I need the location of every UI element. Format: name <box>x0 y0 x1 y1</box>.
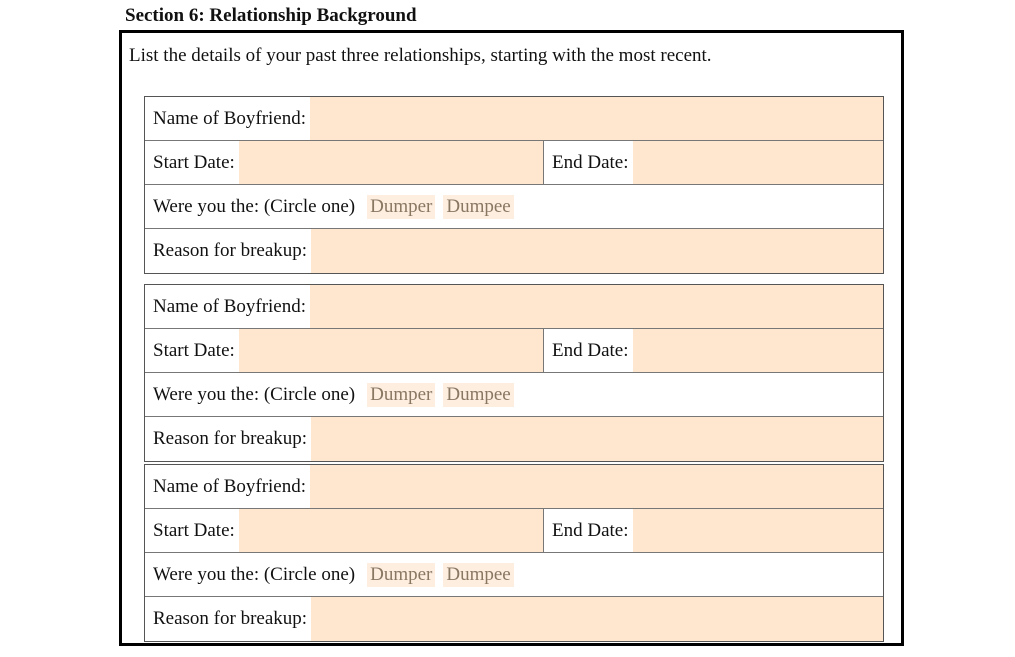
end-date-cell <box>544 329 883 372</box>
name-row <box>145 97 883 141</box>
start-date-field[interactable] <box>239 141 543 184</box>
name-label: Name of Boyfriend: <box>153 107 307 129</box>
reason-field[interactable] <box>311 229 883 273</box>
circle-one-label: Were you the: (Circle one) <box>153 563 356 585</box>
reason-label: Reason for breakup: <box>153 428 308 449</box>
dumper-option[interactable]: Dumper <box>367 195 435 219</box>
relationship-block-2 <box>144 284 884 462</box>
relationship-block-1 <box>144 96 884 274</box>
reason-row <box>145 229 883 273</box>
end-date-label: End Date: <box>552 519 629 541</box>
start-date-label: Start Date: <box>153 151 235 173</box>
start-date-label: Start Date: <box>153 339 235 361</box>
start-date-cell <box>145 141 544 184</box>
reason-label: Reason for breakup: <box>153 240 308 261</box>
name-field[interactable] <box>310 97 883 140</box>
reason-field[interactable] <box>311 417 883 461</box>
end-date-field[interactable] <box>633 509 883 552</box>
name-field[interactable] <box>310 285 883 328</box>
start-date-cell <box>145 329 544 372</box>
dumpee-option[interactable]: Dumpee <box>443 195 513 219</box>
name-field[interactable] <box>310 465 883 508</box>
dumpee-option[interactable]: Dumpee <box>443 383 513 407</box>
circle-one-row <box>145 553 883 597</box>
end-date-label: End Date: <box>552 339 629 361</box>
circle-one-row <box>145 185 883 229</box>
dumper-option[interactable]: Dumper <box>367 383 435 407</box>
dates-row <box>145 329 883 373</box>
reason-label: Reason for breakup: <box>153 608 308 629</box>
end-date-cell <box>544 509 883 552</box>
section-title: Section 6: Relationship Background <box>125 5 417 26</box>
reason-row <box>145 597 883 641</box>
instructions-text: List the details of your past three relationships, starting with the most recent. <box>129 45 712 66</box>
name-label: Name of Boyfriend: <box>153 475 307 497</box>
dates-row <box>145 509 883 553</box>
name-row <box>145 285 883 329</box>
dates-row <box>145 141 883 185</box>
circle-one-label: Were you the: (Circle one) <box>153 195 356 217</box>
start-date-cell <box>145 509 544 552</box>
start-date-field[interactable] <box>239 509 543 552</box>
end-date-field[interactable] <box>633 329 883 372</box>
dumper-option[interactable]: Dumper <box>367 563 435 587</box>
start-date-label: Start Date: <box>153 519 235 541</box>
circle-one-label: Were you the: (Circle one) <box>153 383 356 405</box>
reason-row <box>145 417 883 461</box>
end-date-field[interactable] <box>633 141 883 184</box>
name-label: Name of Boyfriend: <box>153 295 307 317</box>
relationship-form-box <box>119 30 904 646</box>
dumpee-option[interactable]: Dumpee <box>443 563 513 587</box>
end-date-cell <box>544 141 883 184</box>
circle-one-row <box>145 373 883 417</box>
start-date-field[interactable] <box>239 329 543 372</box>
end-date-label: End Date: <box>552 151 629 173</box>
name-row <box>145 465 883 509</box>
relationship-block-3 <box>144 464 884 642</box>
reason-field[interactable] <box>311 597 883 641</box>
